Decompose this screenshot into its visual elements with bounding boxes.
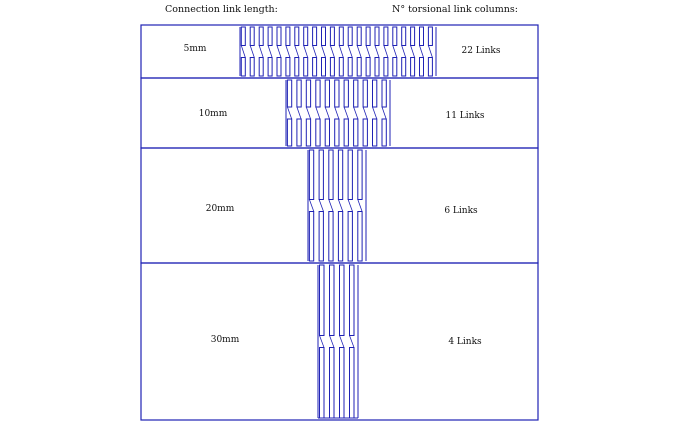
connection-link xyxy=(363,107,367,119)
torsional-link xyxy=(340,265,345,336)
torsional-link xyxy=(384,58,388,77)
torsional-link xyxy=(329,150,333,200)
connection-link xyxy=(375,46,379,58)
torsional-link xyxy=(428,58,432,77)
torsional-link xyxy=(259,58,263,77)
torsional-link xyxy=(420,58,424,77)
torsional-link xyxy=(309,150,313,200)
connection-link xyxy=(354,107,358,119)
connection-link xyxy=(325,107,329,119)
torsional-columns-label: 4 Links xyxy=(448,337,482,347)
torsional-columns-label: 11 Links xyxy=(445,111,485,121)
connection-length-header: Connection link length: xyxy=(165,4,278,15)
torsional-link xyxy=(428,27,432,46)
torsional-link xyxy=(259,27,263,46)
torsional-link xyxy=(250,27,254,46)
torsional-link xyxy=(366,27,370,46)
torsional-link xyxy=(393,58,397,77)
connection-link xyxy=(330,46,334,58)
torsional-link xyxy=(330,58,334,77)
torsional-link xyxy=(286,27,290,46)
torsional-link xyxy=(287,80,291,107)
connection-link xyxy=(338,200,342,212)
torsional-link xyxy=(306,119,310,146)
torsional-link xyxy=(363,119,367,146)
torsional-link xyxy=(335,119,339,146)
torsional-link xyxy=(241,58,245,77)
connection-link xyxy=(309,200,313,212)
torsional-link xyxy=(295,58,299,77)
torsional-link xyxy=(340,348,345,419)
connection-link xyxy=(319,200,323,212)
connection-link xyxy=(382,107,386,119)
torsional-link xyxy=(330,265,335,336)
connection-link xyxy=(286,46,290,58)
torsional-link xyxy=(411,27,415,46)
torsional-columns-label: 6 Links xyxy=(444,206,478,216)
connection-link xyxy=(428,46,432,58)
torsional-link xyxy=(375,27,379,46)
connection-link xyxy=(268,46,272,58)
connection-link xyxy=(373,107,377,119)
torsional-link xyxy=(330,27,334,46)
torsional-link xyxy=(325,119,329,146)
torsional-link xyxy=(250,58,254,77)
connection-link xyxy=(344,107,348,119)
torsional-link xyxy=(338,212,342,262)
torsional-link xyxy=(350,348,355,419)
torsional-link xyxy=(330,348,335,419)
torsional-link xyxy=(373,80,377,107)
torsional-link xyxy=(241,27,245,46)
connection-link xyxy=(366,46,370,58)
torsional-columns-header: N° torsional link columns: xyxy=(392,4,519,15)
connection-link xyxy=(287,107,291,119)
link-columns-30mm xyxy=(318,265,358,418)
link-columns-20mm xyxy=(308,150,366,261)
torsional-link xyxy=(393,27,397,46)
torsional-link xyxy=(363,80,367,107)
torsional-link xyxy=(339,27,343,46)
connection-link xyxy=(330,336,335,348)
torsional-link xyxy=(304,27,308,46)
connection-link xyxy=(306,107,310,119)
torsional-link xyxy=(297,80,301,107)
connection-link xyxy=(348,200,352,212)
connection-link xyxy=(340,336,345,348)
torsional-link xyxy=(339,58,343,77)
torsional-link xyxy=(277,27,281,46)
connection-link xyxy=(320,336,325,348)
torsional-link xyxy=(319,150,323,200)
torsional-link xyxy=(306,80,310,107)
connection-link xyxy=(259,46,263,58)
torsional-link xyxy=(402,27,406,46)
torsional-link xyxy=(344,119,348,146)
link-columns-10mm xyxy=(286,80,390,146)
torsional-link xyxy=(316,119,320,146)
torsional-link xyxy=(411,58,415,77)
torsional-link xyxy=(354,119,358,146)
torsional-link xyxy=(287,119,291,146)
torsional-link xyxy=(320,265,325,336)
connection-link xyxy=(393,46,397,58)
link-columns-5mm xyxy=(240,27,436,76)
torsional-link xyxy=(313,58,317,77)
connection-link xyxy=(313,46,317,58)
torsional-link xyxy=(384,27,388,46)
connection-link xyxy=(420,46,424,58)
connection-link xyxy=(316,107,320,119)
connection-length-label: 10mm xyxy=(198,109,228,119)
torsional-link xyxy=(382,80,386,107)
torsional-link xyxy=(366,58,370,77)
torsional-link xyxy=(277,58,281,77)
torsional-link xyxy=(357,27,361,46)
connection-length-label: 5mm xyxy=(183,44,207,54)
connection-length-label: 20mm xyxy=(205,204,235,214)
connection-link xyxy=(241,46,245,58)
connection-length-label: 30mm xyxy=(210,335,240,345)
torsional-link xyxy=(357,58,361,77)
torsional-link xyxy=(348,27,352,46)
torsional-columns-label: 22 Links xyxy=(461,46,501,56)
connection-link xyxy=(384,46,388,58)
torsional-link xyxy=(358,212,362,262)
torsional-link xyxy=(322,27,326,46)
connection-link xyxy=(348,46,352,58)
torsional-link xyxy=(350,265,355,336)
torsional-link xyxy=(348,150,352,200)
torsional-link xyxy=(335,80,339,107)
connection-link xyxy=(295,46,299,58)
torsional-link xyxy=(375,58,379,77)
connection-link xyxy=(297,107,301,119)
row-frame-20mm xyxy=(141,148,538,263)
connection-link xyxy=(339,46,343,58)
torsional-link xyxy=(309,212,313,262)
torsional-link xyxy=(354,80,358,107)
torsional-link xyxy=(320,348,325,419)
connection-link xyxy=(304,46,308,58)
torsional-link xyxy=(286,58,290,77)
torsional-link xyxy=(325,80,329,107)
connection-link xyxy=(322,46,326,58)
link-patterns xyxy=(240,27,436,418)
connection-link xyxy=(402,46,406,58)
torsional-link xyxy=(268,27,272,46)
connection-link xyxy=(329,200,333,212)
torsional-link xyxy=(402,58,406,77)
torsional-link xyxy=(313,27,317,46)
torsional-link xyxy=(268,58,272,77)
torsional-link xyxy=(338,150,342,200)
torsional-link xyxy=(295,27,299,46)
torsional-link xyxy=(316,80,320,107)
torsional-link xyxy=(348,212,352,262)
torsional-link xyxy=(348,58,352,77)
torsional-link xyxy=(373,119,377,146)
connection-link xyxy=(358,200,362,212)
torsional-link xyxy=(358,150,362,200)
connection-link xyxy=(277,46,281,58)
connection-link xyxy=(350,336,355,348)
torsional-link xyxy=(322,58,326,77)
connection-link xyxy=(357,46,361,58)
torsional-link xyxy=(329,212,333,262)
connection-link xyxy=(411,46,415,58)
torsional-link xyxy=(304,58,308,77)
torsional-link xyxy=(420,27,424,46)
connection-link xyxy=(250,46,254,58)
torsional-link xyxy=(344,80,348,107)
torsional-link xyxy=(382,119,386,146)
torsional-link xyxy=(319,212,323,262)
connection-link xyxy=(335,107,339,119)
torsional-link xyxy=(297,119,301,146)
